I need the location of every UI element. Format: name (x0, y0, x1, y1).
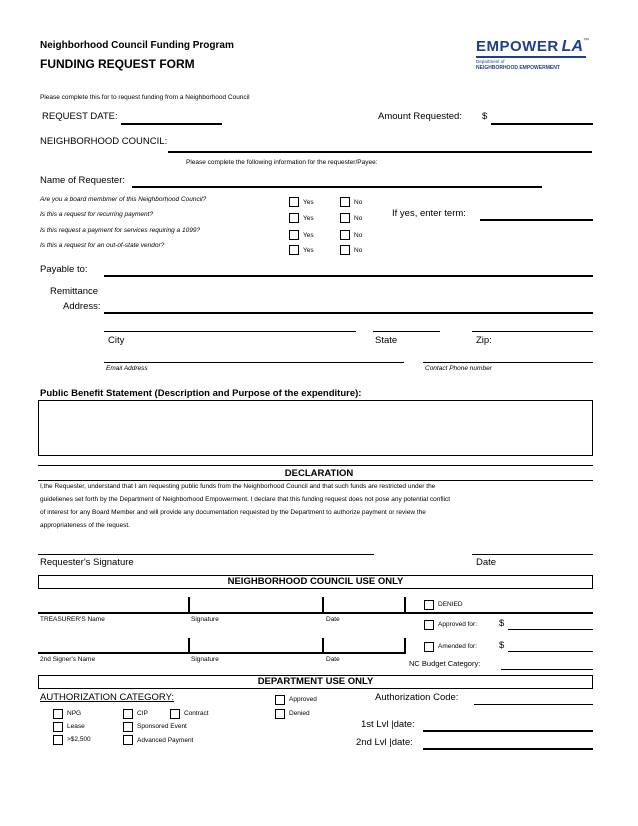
if-yes-term-label: If yes, enter term: (392, 208, 466, 219)
question-board-member-yes-checkbox[interactable] (289, 197, 299, 207)
payable-to-field[interactable] (104, 275, 593, 277)
state-field[interactable] (373, 331, 440, 332)
contract-checkbox[interactable] (170, 709, 180, 719)
advanced-payment-checkbox[interactable] (123, 735, 133, 745)
question-board-member-no-checkbox[interactable] (340, 197, 350, 207)
advanced-payment-label: Advanced Payment (137, 737, 194, 744)
amount-requested-label: Amount Requested: (378, 111, 462, 122)
yes-label: Yes (303, 247, 314, 254)
treasurer-name-label: TREASURER'S Name (40, 616, 105, 623)
declaration-line-4: appropriateness of the request. (40, 522, 130, 529)
second-signer-divider-3 (404, 638, 406, 652)
question-recurring-payment: Is this a request for recurring payment? (40, 211, 154, 218)
phone-field[interactable] (423, 362, 593, 363)
question-board-member: Are you a board membmer of this Neighborhood Council? (40, 196, 207, 203)
treasurer-divider-1 (188, 597, 190, 612)
second-signer-name-label: 2nd Signer's Name (40, 656, 96, 663)
public-benefit-label: Public Benefit Statement (Description and Purpose of the expenditure): (40, 388, 362, 399)
approved-for-checkbox[interactable] (424, 620, 434, 630)
declaration-title-rule (38, 480, 593, 481)
npg-checkbox[interactable] (53, 709, 63, 719)
question-recurring-no-checkbox[interactable] (340, 213, 350, 223)
denied-checkbox[interactable] (424, 600, 434, 610)
treasurer-divider-3 (404, 597, 406, 612)
form-title: FUNDING REQUEST FORM (40, 57, 195, 71)
zip-label: Zip: (476, 335, 492, 346)
amount-requested-field[interactable] (491, 123, 593, 125)
amended-amount-field[interactable] (508, 651, 593, 652)
sponsored-event-label: Sponsored Event (137, 723, 187, 730)
yes-label: Yes (303, 232, 314, 239)
second-signer-divider-2 (322, 638, 324, 652)
name-of-requester-label: Name of Requester: (40, 175, 126, 186)
sponsored-event-checkbox[interactable] (123, 722, 133, 732)
authorization-code-label: Authorization Code: (375, 692, 459, 703)
neighborhood-council-label: NEIGHBORHOOD COUNCIL: (40, 136, 168, 147)
instruction-text: Please complete this for to request funding from a Neighborhood Council (40, 94, 250, 101)
neighborhood-council-field[interactable] (168, 151, 592, 153)
lease-checkbox[interactable] (53, 722, 63, 732)
declaration-line-2: guidelienes set forth by the Department of Neighborhood Empowerment. I declare that this funding request does not pose any potential conflict (40, 496, 451, 503)
empower-la-logo: EMPOWER LA™ (476, 38, 589, 55)
gt2500-label: >$2,500 (67, 736, 91, 743)
approved-dollar-sign: $ (499, 618, 505, 629)
program-name: Neighborhood Council Funding Program (40, 40, 234, 51)
authorization-category-label: AUTHORIZATION CATEGORY: (40, 692, 175, 703)
address-field[interactable] (104, 312, 593, 314)
contract-label: Contract (184, 710, 209, 717)
dept-denied-checkbox[interactable] (275, 709, 285, 719)
name-of-requester-field[interactable] (132, 186, 542, 188)
treasurer-row-line[interactable] (38, 612, 593, 614)
yes-label: Yes (303, 199, 314, 206)
treasurer-divider-2 (322, 597, 324, 612)
question-recurring-yes-checkbox[interactable] (289, 213, 299, 223)
approved-for-label: Approved for: (438, 621, 478, 628)
dept-denied-label: Denied (289, 710, 310, 717)
declaration-line-1: I,the Requester, understand that I am requesting public funds from the Neighborhood Council and that such funds are restricted under the (40, 483, 436, 490)
approved-amount-field[interactable] (508, 629, 593, 630)
logo-dept-line1: Department of (476, 59, 505, 64)
amended-for-checkbox[interactable] (424, 642, 434, 652)
question-1099: Is this request a payment for services requiring a 1099? (40, 227, 201, 234)
declaration-title: DECLARATION (284, 468, 354, 479)
address-line-2-field[interactable] (104, 331, 356, 332)
question-out-of-state: Is this a request for an out-of-state vendor? (40, 242, 165, 249)
request-date-field[interactable] (121, 123, 222, 125)
no-label: No (354, 199, 363, 206)
state-label: State (375, 335, 398, 346)
question-out-of-state-no-checkbox[interactable] (340, 245, 350, 255)
logo-rule (476, 56, 586, 58)
term-field[interactable] (480, 219, 593, 221)
phone-label: Contact Phone number (425, 365, 492, 372)
nc-budget-category-field[interactable] (501, 669, 593, 670)
amount-dollar-sign: $ (482, 111, 488, 122)
denied-label: DENIED (438, 601, 463, 608)
address-label: Address: (63, 301, 101, 312)
public-benefit-textarea[interactable] (38, 400, 593, 456)
no-label: No (354, 247, 363, 254)
requester-instruction: Please complete the following information for the requester/Payee: (186, 159, 378, 166)
npg-label: NPG (67, 710, 82, 717)
declaration-line-3: of interest for any Board Member and will provide any documentation requested by the Department to authorize payment or review the (40, 509, 426, 516)
department-use-only-header: DEPARTMENT USE ONLY (38, 675, 593, 689)
request-date-label: REQUEST DATE: (42, 111, 118, 122)
requester-signature-field[interactable] (38, 554, 374, 555)
second-level-date-label: 2nd Lvl |date: (356, 737, 413, 748)
second-signer-signature-label: Signature (191, 656, 219, 663)
treasurer-signature-label: Signature (191, 616, 219, 623)
treasurer-date-label: Date (326, 616, 340, 623)
second-signer-date-label: Date (326, 656, 340, 663)
dept-approved-checkbox[interactable] (275, 695, 285, 705)
email-field[interactable] (104, 362, 404, 363)
logo-dept-line2: NEIGHBORHOOD EMPOWERMENT (476, 65, 560, 71)
second-level-date-field[interactable] (423, 748, 593, 750)
first-level-date-field[interactable] (423, 730, 593, 732)
requester-signature-label: Requester's Signature (40, 557, 134, 568)
zip-field[interactable] (472, 331, 593, 332)
requester-date-label: Date (476, 557, 497, 568)
question-1099-no-checkbox[interactable] (340, 230, 350, 240)
requester-date-field[interactable] (472, 554, 593, 555)
amended-dollar-sign: $ (499, 640, 505, 651)
authorization-code-field[interactable] (474, 704, 593, 705)
yes-label: Yes (303, 215, 314, 222)
gt2500-checkbox[interactable] (53, 735, 63, 745)
first-level-date-label: 1st Lvl |date: (361, 719, 415, 730)
city-label: City (108, 335, 125, 346)
question-1099-yes-checkbox[interactable] (289, 230, 299, 240)
nc-budget-category-label: NC Budget Category: (409, 659, 481, 668)
nc-use-only-header: NEIGHBORHOOD COUNCIL USE ONLY (38, 575, 593, 589)
email-label: Email Address (106, 365, 148, 372)
payable-to-label: Payable to: (40, 264, 88, 275)
question-out-of-state-yes-checkbox[interactable] (289, 245, 299, 255)
second-signer-row-line[interactable] (38, 652, 406, 654)
amended-for-label: Amended for: (438, 643, 478, 650)
cip-label: CIP (137, 710, 148, 717)
declaration-top-rule (38, 465, 593, 466)
no-label: No (354, 232, 363, 239)
lease-label: Lease (67, 723, 85, 730)
no-label: No (354, 215, 363, 222)
dept-approved-label: Approved (289, 696, 317, 703)
second-signer-divider-1 (188, 638, 190, 652)
remittance-label: Remittance (50, 286, 99, 297)
cip-checkbox[interactable] (123, 709, 133, 719)
